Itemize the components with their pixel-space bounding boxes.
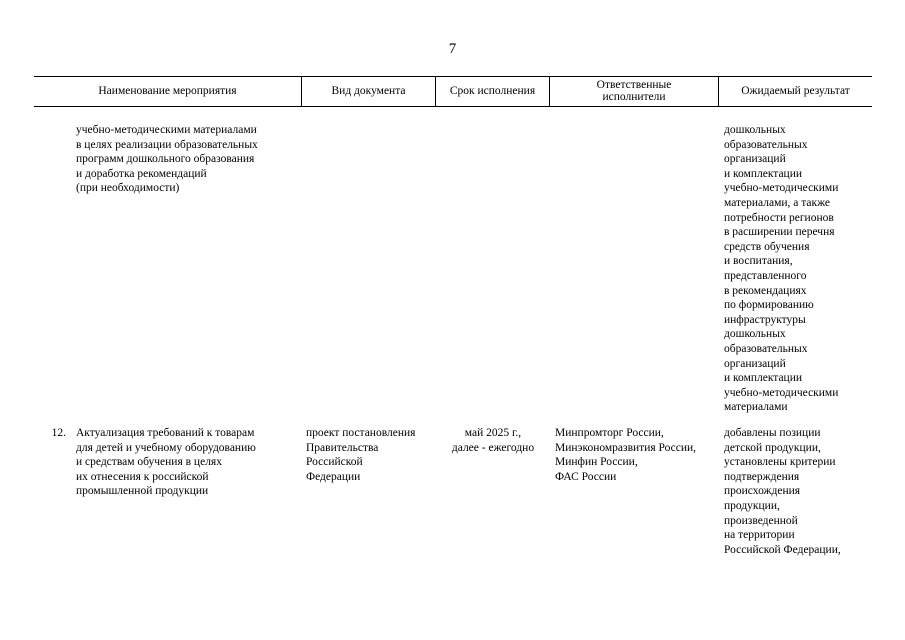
row-name: Актуализация требований к товарам для детей и учебному оборудованию и средствам обучения в целях их отнесения к российской промышленной продукции bbox=[76, 427, 256, 498]
row-deadline: май 2025 г., далее - ежегодно bbox=[451, 427, 535, 454]
header-name: Наименование мероприятия bbox=[98, 85, 237, 97]
header-responsible: Ответственные исполнители bbox=[596, 79, 672, 103]
header-bottom-rule bbox=[34, 106, 872, 107]
row-number: 12. bbox=[51, 427, 66, 439]
page-number: 7 bbox=[448, 41, 457, 57]
row-name: учебно-методическими материалами в целях реализации образовательных программ дошкольного образования и доработка рекомендаций (при необходимости) bbox=[76, 124, 258, 195]
header-result: Ожидаемый результат bbox=[741, 85, 850, 97]
row-responsible: Минпромторг России, Минэкономразвития России, Минфин России, ФАС России bbox=[555, 427, 697, 483]
header-deadline: Срок исполнения bbox=[449, 85, 536, 97]
row-result: добавлены позиции детской продукции, установлены критерии подтверждения происхождения продукции, произведенной на территории Российской Федерации, bbox=[724, 427, 841, 556]
header-doc-type: Вид документа bbox=[331, 85, 406, 97]
row-doc-type: проект постановления Правительства Российской Федерации bbox=[306, 427, 416, 483]
row-result: дошкольных образовательных организаций и комплектации учебно-методическими материалами, а также потребности регионов в расширении перечня средств обучения и воспитания, представленного в рекомендациях по формированию инфраструктуры дошкольных образовательных организаций и комплектации учебно-методическими материалами bbox=[724, 124, 839, 414]
